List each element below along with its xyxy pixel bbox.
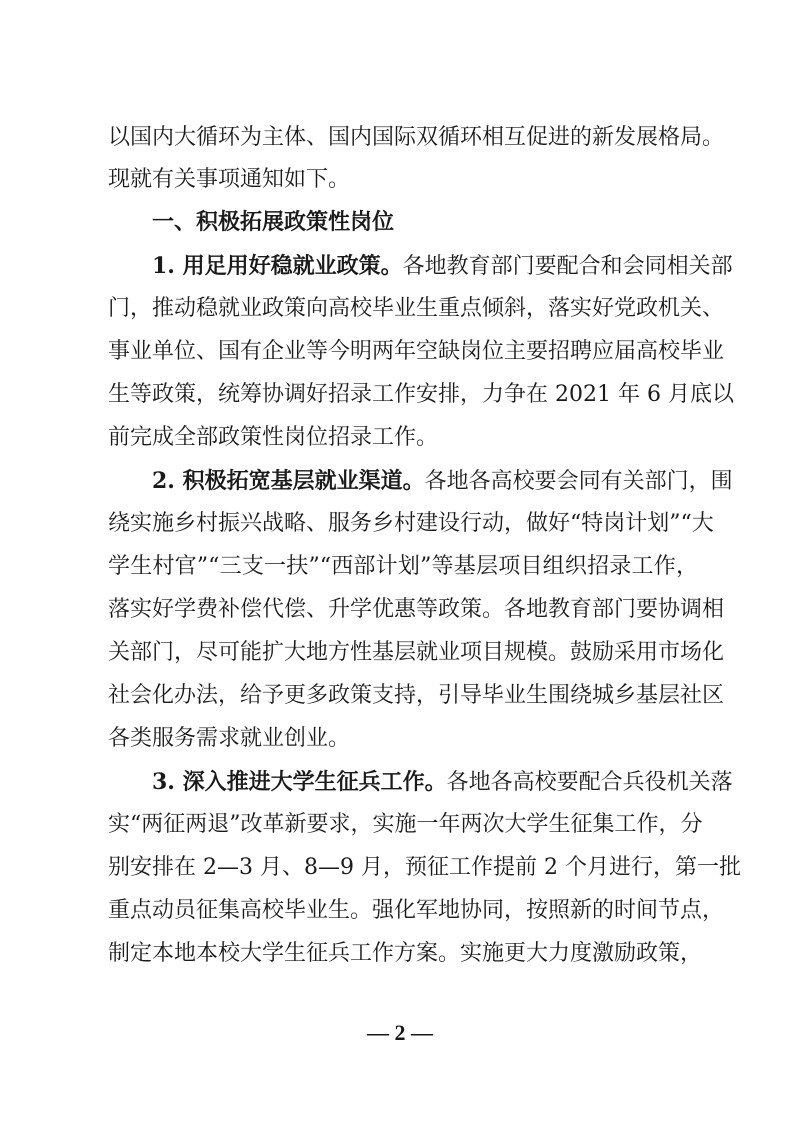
item-lead: 2. 积极拓宽基层就业渠道。 — [152, 468, 425, 494]
body-line: 社会化办法，给予更多政策支持，引导毕业生围绕城乡基层社区 — [108, 683, 725, 708]
body-line: 事业单位、国有企业等今明两年空缺岗位主要招聘应届高校毕业 — [108, 339, 725, 364]
body-line: 别安排在 2—3 月、8—9 月，预征工作提前 2 个月进行，第一批 — [108, 855, 741, 880]
item-lead: 1. 用足用好稳就业政策。 — [152, 253, 403, 279]
item-first-line — [152, 251, 733, 282]
body-line: 生等政策，统筹协调好招录工作安排，力争在 2021 年 6 月底以 — [108, 382, 734, 407]
body-line: 学生村官”“三支一扶”“西部计划”等基层项目组织招录工作， — [108, 554, 698, 579]
section-heading: 一、积极拓展政策性岗位 — [152, 210, 395, 235]
body-line: 实“两征两退”改革新要求，实施一年两次大学生征集工作，分 — [108, 812, 703, 837]
body-line: 各类服务需求就业创业。 — [108, 726, 351, 751]
item-first-line — [152, 466, 733, 497]
page-number: — 2 — — [367, 1020, 433, 1045]
item-lead: 3. 深入推进大学生征兵工作。 — [152, 769, 447, 795]
body-line: 现就有关事项通知如下。 — [108, 167, 351, 192]
item-first-line — [152, 767, 733, 798]
item-text: 各地各高校要会同有关部门，围 — [424, 469, 733, 494]
item-text: 各地教育部门要配合和会同相关部 — [402, 254, 733, 279]
item-text: 各地各高校要配合兵役机关落 — [446, 770, 733, 795]
body-line: 以国内大循环为主体、国内国际双循环相互促进的新发展格局。 — [108, 125, 725, 150]
body-line: 关部门，尽可能扩大地方性基层就业项目规模。鼓励采用市场化 — [108, 640, 725, 665]
body-line: 前完成全部政策性岗位招录工作。 — [108, 425, 439, 450]
body-line: 绕实施乡村振兴战略、服务乡村建设行动，做好“特岗计划”“大 — [108, 511, 714, 536]
body-line: 制定本地本校大学生征兵工作方案。实施更大力度激励政策， — [108, 941, 703, 966]
body-line: 重点动员征集高校毕业生。强化军地协同，按照新的时间节点， — [108, 898, 725, 923]
body-line: 落实好学费补偿代偿、升学优惠等政策。各地教育部门要协调相 — [108, 597, 725, 622]
body-line: 门，推动稳就业政策向高校毕业生重点倾斜，落实好党政机关、 — [108, 296, 725, 321]
